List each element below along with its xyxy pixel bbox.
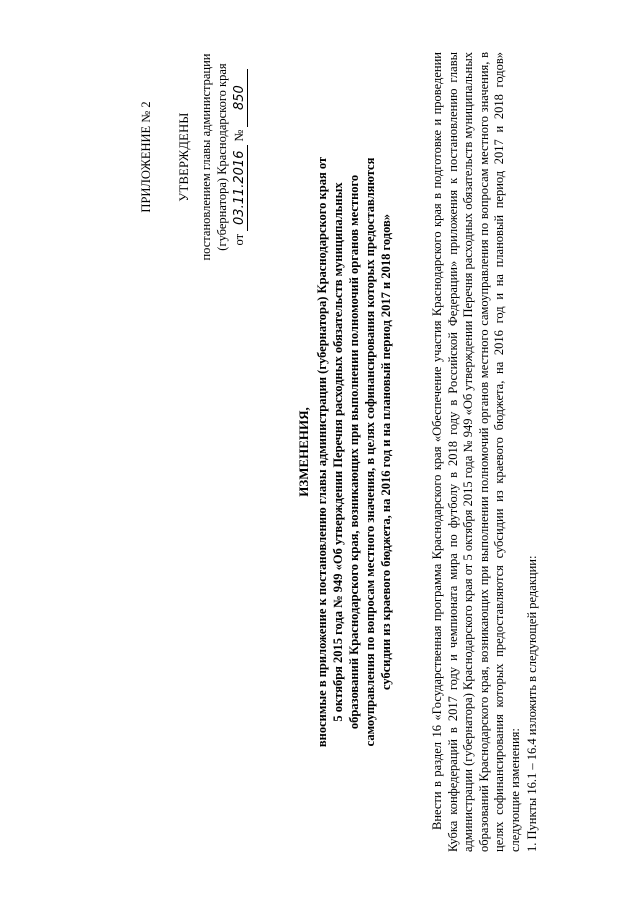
appendix-number: ПРИЛОЖЕНИЕ № 2 xyxy=(139,101,153,213)
document-page xyxy=(120,12,570,892)
approval-line-2: (губернатора) Краснодарского края xyxy=(215,63,229,251)
number-label: № xyxy=(232,129,246,142)
title-line-1: вносимые в приложение к постановлению главы администрации (губернатора) Краснодарского края от xyxy=(315,156,329,748)
handwritten-date: 03.11.2016 xyxy=(233,145,248,231)
body-paragraph: Внести в раздел 16 «Государственная программа Краснодарского края «Обеспечение участия Краснодарского края в подготовке и проведении Кубка конфедераций в 2017 году и чемпионата мира по футболу в 2018 году в Российской Федерации» приложения к постановлению главы администрации (губернатора) Краснодарского края от 5 октября 2015 года № 949 «Об утверждении Перечня расходных обязательств муниципальных образований Краснодарского края, возникающих при выполнении полномочий органов местного самоуправления по вопросам местного значения, в целях софинансирования которых предоставляются субсидии из краевого бюджета, на 2016 год и на плановый период 2017 и 2018 годов» следующие изменения: xyxy=(430,52,522,852)
approved-heading: УТВЕРЖДЕНЫ xyxy=(177,112,191,202)
document-body xyxy=(430,52,541,852)
title-line-2: 5 октября 2015 года № 949 «Об утверждении Перечня расходных обязательств муниципальных xyxy=(331,182,345,722)
document-title xyxy=(296,52,394,852)
title-line-4: самоуправления по вопросам местного значения, в целях софинансирования которых предоставляются xyxy=(363,157,377,747)
list-item-1: 1. Пункты 16.1 – 16.4 изложить в следующей редакции: xyxy=(525,555,539,852)
approval-line-1: постановлением главы администрации xyxy=(199,53,213,261)
approval-date-number xyxy=(231,42,248,272)
title-heading: ИЗМЕНЕНИЯ, xyxy=(296,407,311,497)
title-line-3: образований Краснодарского края, возникающих при выполнении полномочий органов местного xyxy=(347,174,361,730)
handwritten-number: 850 xyxy=(233,69,248,127)
title-line-5: субсидии из краевого бюджета, на 2016 год и на плановый период 2017 и 2018 годов» xyxy=(379,213,393,691)
approval-stamp-block xyxy=(138,42,248,272)
from-label: от xyxy=(232,233,246,246)
